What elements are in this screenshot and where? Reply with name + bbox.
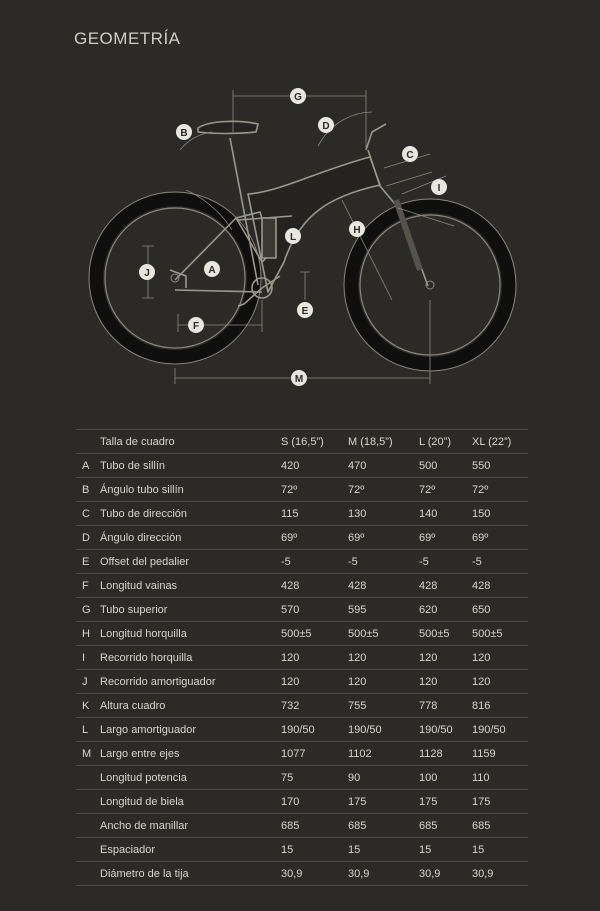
value-l: 72º (419, 478, 472, 502)
row-name: Altura cuadro (100, 694, 281, 718)
svg-text:A: A (208, 265, 216, 276)
svg-text:H: H (353, 225, 361, 236)
table-row (76, 766, 528, 790)
table-row (76, 790, 528, 814)
value-s: 115 (281, 502, 348, 526)
svg-text:J: J (144, 268, 150, 279)
row-name: Offset del pedalier (100, 550, 281, 574)
callout-G-label (290, 88, 306, 104)
value-m: 755 (348, 694, 419, 718)
value-s: 732 (281, 694, 348, 718)
value-l: 15 (419, 838, 472, 862)
svg-text:D: D (322, 121, 330, 132)
row-name: Longitud de biela (100, 790, 281, 814)
table-row (76, 862, 528, 886)
value-s: 120 (281, 670, 348, 694)
value-xl: -5 (472, 550, 528, 574)
table-row (76, 694, 528, 718)
value-l: 100 (419, 766, 472, 790)
row-name: Tubo de dirección (100, 502, 281, 526)
value-m: 175 (348, 790, 419, 814)
value-s: 170 (281, 790, 348, 814)
row-letter: J (76, 670, 100, 694)
value-l: 140 (419, 502, 472, 526)
table-header-row (76, 430, 528, 454)
header-size-l: L (20”) (419, 430, 472, 454)
callout-J-label (139, 264, 155, 280)
value-l: 120 (419, 670, 472, 694)
table-row (76, 814, 528, 838)
value-m: 72º (348, 478, 419, 502)
row-name: Recorrido horquilla (100, 646, 281, 670)
row-name: Longitud potencia (100, 766, 281, 790)
row-letter: A (76, 454, 100, 478)
value-m: 685 (348, 814, 419, 838)
value-m: 470 (348, 454, 419, 478)
value-l: 428 (419, 574, 472, 598)
value-s: 570 (281, 598, 348, 622)
value-m: 90 (348, 766, 419, 790)
callout-C-label (402, 146, 418, 162)
row-name: Largo amortiguador (100, 718, 281, 742)
value-l: 500 (419, 454, 472, 478)
value-xl: 650 (472, 598, 528, 622)
row-name: Diámetro de la tija (100, 862, 281, 886)
header-size-s: S (16,5”) (281, 430, 348, 454)
row-letter: K (76, 694, 100, 718)
value-l: -5 (419, 550, 472, 574)
value-m: 1102 (348, 742, 419, 766)
value-s: 685 (281, 814, 348, 838)
value-l: 120 (419, 646, 472, 670)
svg-text:M: M (294, 374, 304, 385)
row-letter: D (76, 526, 100, 550)
callout-A-label (204, 261, 220, 277)
header-size-xl: XL (22”) (472, 430, 528, 454)
table-row (76, 670, 528, 694)
row-name: Largo entre ejes (100, 742, 281, 766)
value-xl: 110 (472, 766, 528, 790)
value-m: 15 (348, 838, 419, 862)
table-row (76, 454, 528, 478)
row-letter: C (76, 502, 100, 526)
svg-text:L: L (289, 232, 297, 243)
value-m: 500±5 (348, 622, 419, 646)
value-l: 175 (419, 790, 472, 814)
value-s: 69º (281, 526, 348, 550)
value-m: 120 (348, 646, 419, 670)
value-l: 500±5 (419, 622, 472, 646)
row-name: Recorrido amortiguador (100, 670, 281, 694)
table-row (76, 526, 528, 550)
value-l: 778 (419, 694, 472, 718)
row-name: Tubo superior (100, 598, 281, 622)
row-letter: E (76, 550, 100, 574)
row-letter: M (76, 742, 100, 766)
row-letter (76, 790, 100, 814)
value-xl: 190/50 (472, 718, 528, 742)
header-frame-size: Talla de cuadro (100, 430, 281, 454)
value-l: 30,9 (419, 862, 472, 886)
value-s: 15 (281, 838, 348, 862)
value-l: 685 (419, 814, 472, 838)
callout-D-label (318, 117, 334, 133)
table-row (76, 646, 528, 670)
svg-text:F: F (192, 321, 200, 332)
value-xl: 150 (472, 502, 528, 526)
value-m: 595 (348, 598, 419, 622)
value-s: 75 (281, 766, 348, 790)
callout-M-label (291, 370, 307, 386)
row-letter (76, 838, 100, 862)
row-letter (76, 766, 100, 790)
value-s: 428 (281, 574, 348, 598)
value-s: 72º (281, 478, 348, 502)
value-xl: 120 (472, 670, 528, 694)
svg-text:C: C (406, 150, 414, 161)
table-row (76, 550, 528, 574)
row-name: Tubo de sillín (100, 454, 281, 478)
callout-F-label (188, 317, 204, 333)
row-name: Ángulo tubo sillín (100, 478, 281, 502)
value-s: -5 (281, 550, 348, 574)
value-xl: 175 (472, 790, 528, 814)
value-xl: 685 (472, 814, 528, 838)
svg-text:E: E (301, 306, 309, 317)
value-m: 190/50 (348, 718, 419, 742)
value-s: 1077 (281, 742, 348, 766)
row-letter: F (76, 574, 100, 598)
svg-text:I: I (437, 183, 441, 194)
bike-geometry-diagram (0, 70, 600, 400)
value-xl: 72º (472, 478, 528, 502)
page-title: GEOMETRÍA (74, 29, 181, 48)
table-row (76, 478, 528, 502)
row-name: Ángulo dirección (100, 526, 281, 550)
table-row (76, 718, 528, 742)
table-row (76, 598, 528, 622)
value-s: 30,9 (281, 862, 348, 886)
row-name: Espaciador (100, 838, 281, 862)
callout-B-label (176, 124, 192, 140)
value-s: 500±5 (281, 622, 348, 646)
value-xl: 816 (472, 694, 528, 718)
callout-H-label (349, 221, 365, 237)
value-l: 1128 (419, 742, 472, 766)
callout-E-label (297, 302, 313, 318)
value-m: 428 (348, 574, 419, 598)
value-m: -5 (348, 550, 419, 574)
table-row (76, 742, 528, 766)
table-row (76, 838, 528, 862)
value-m: 130 (348, 502, 419, 526)
value-xl: 69º (472, 526, 528, 550)
table-row (76, 502, 528, 526)
header-size-m: M (18,5”) (348, 430, 419, 454)
row-letter (76, 814, 100, 838)
value-l: 69º (419, 526, 472, 550)
value-s: 190/50 (281, 718, 348, 742)
value-xl: 30,9 (472, 862, 528, 886)
geometry-table (76, 429, 528, 886)
header-letter (76, 430, 100, 454)
value-xl: 500±5 (472, 622, 528, 646)
value-xl: 550 (472, 454, 528, 478)
row-letter: B (76, 478, 100, 502)
value-xl: 428 (472, 574, 528, 598)
row-letter: H (76, 622, 100, 646)
row-name: Ancho de manillar (100, 814, 281, 838)
callout-L-label (285, 228, 301, 244)
value-s: 420 (281, 454, 348, 478)
value-l: 190/50 (419, 718, 472, 742)
callout-I-label (431, 179, 447, 195)
table-row (76, 574, 528, 598)
value-m: 69º (348, 526, 419, 550)
row-letter: L (76, 718, 100, 742)
value-xl: 1159 (472, 742, 528, 766)
row-name: Longitud vainas (100, 574, 281, 598)
value-m: 30,9 (348, 862, 419, 886)
row-letter (76, 862, 100, 886)
value-m: 120 (348, 670, 419, 694)
value-s: 120 (281, 646, 348, 670)
table-row (76, 622, 528, 646)
value-xl: 15 (472, 838, 528, 862)
row-name: Longitud horquilla (100, 622, 281, 646)
value-l: 620 (419, 598, 472, 622)
row-letter: G (76, 598, 100, 622)
svg-text:G: G (294, 92, 302, 103)
value-xl: 120 (472, 646, 528, 670)
row-letter: I (76, 646, 100, 670)
svg-text:B: B (180, 128, 188, 139)
